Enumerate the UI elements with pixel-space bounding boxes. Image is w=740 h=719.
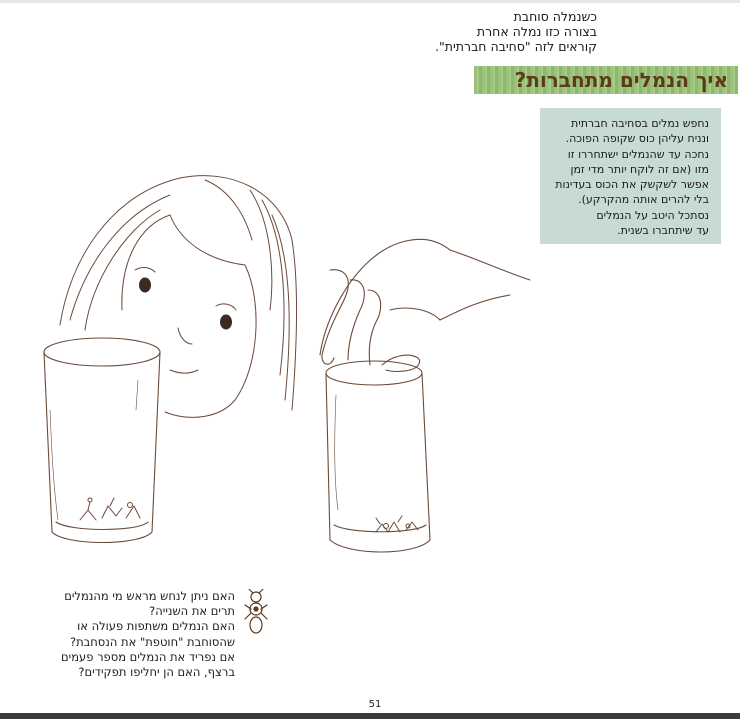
instruction-line: בלי להרים אותה מהקרקע). <box>578 193 709 207</box>
instruction-line: עד שיתחברו בשנית. <box>617 224 709 238</box>
instruction-line: נסתכל היטב על הנמלים <box>596 208 709 222</box>
instructions-box <box>540 108 721 244</box>
page-number: 51 <box>368 699 382 710</box>
instruction-line: נחפש נמלים בסחיבה חברתית <box>571 117 709 130</box>
question-line: תרים את השנייה? <box>149 604 235 619</box>
intro-line: קוראים לזה "סחיבה חברתית". <box>435 39 597 54</box>
left-cup <box>44 338 160 543</box>
intro-text <box>337 9 597 54</box>
question-line: האם הנמלים משתפות פעולה או <box>77 619 235 634</box>
intro-line: כשנמלה סוחבת <box>513 9 597 24</box>
instruction-line: נחכה עד שהנמלים ישתחררו זו <box>567 147 709 161</box>
questions-text <box>15 589 235 680</box>
hand-figure <box>320 239 530 371</box>
question-line: שהסוחבת "חוטפת" את הנסחבת? <box>69 634 235 649</box>
instruction-line: ונניח עליהן כוס שקופה הפוכה. <box>565 132 709 146</box>
instruction-line: אפשר לשקשק את הכוס בעדינות <box>555 178 709 192</box>
section-title: איך הנמלים מתחברות? <box>514 68 728 92</box>
section-banner <box>474 66 738 94</box>
instruction-line: מזו (אם זה לוקח יותר מדי זמן <box>570 162 709 176</box>
girl-and-hand-with-cups-illustration <box>30 160 550 580</box>
question-line: ברצף, האם הן יחליפו תפקידים? <box>78 665 235 680</box>
bottom-toolbar-strip <box>0 713 740 719</box>
question-line: אם נפריד את הנמלים מספר פעמים <box>61 649 235 664</box>
intro-line: בצורה כזו נמלה אחרת <box>476 24 597 39</box>
right-cup <box>326 361 430 552</box>
question-line: האם ניתן לנחש מראש מי מהנמלים <box>64 589 235 603</box>
ant-icon <box>244 589 268 637</box>
girl-figure <box>60 176 297 418</box>
